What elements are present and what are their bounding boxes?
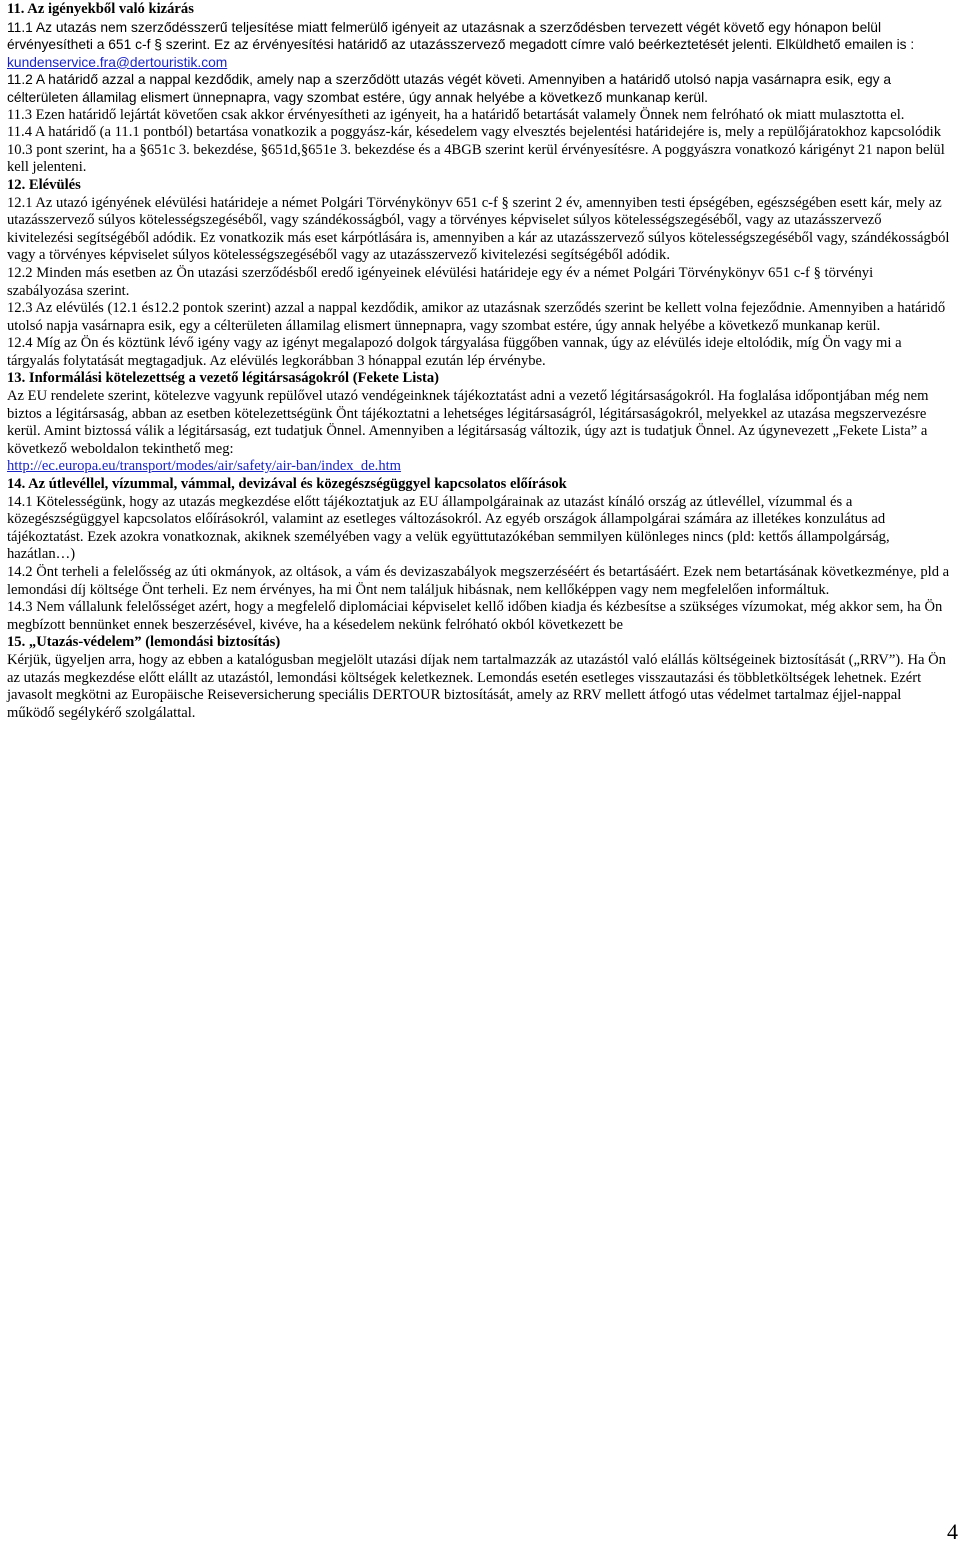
section-14-1-paragraph: 14.1 Kötelességünk, hogy az utazás megkezdése előtt tájékoztatjuk az EU állampolgárainak az utazást kínáló ország az útlevéllel, vízummal és a közegészségüggyel kapcsolatos előírásokról, valamint az esetleges változásokról. Az egyéb országok állampolgárai számára az illetékes konzulátus ad tájékoztatást. Ezek azokra vonatkoznak, akiknek személyében vagy a velük együttutazókéban semmilyen különleges nincs (pld: kettős állampolgárság, hazátlan…) (7, 493, 890, 563)
document-body (7, 1, 951, 722)
section-11-3-paragraph: 11.3 Ezen határidő lejártát követően csak akkor érvényesítheti az igényeit, ha a határidő betartását valamely Önnek nem felróható ok miatt mulasztotta el. (7, 106, 905, 123)
page-number: 4 (947, 1519, 958, 1544)
section-12-heading: 12. Elévülés (7, 176, 81, 193)
section-14-heading: 14. Az útlevéllel, vízummal, vámmal, devizával és közegészségüggyel kapcsolatos előírások (7, 476, 567, 493)
section-15-paragraph: Kérjük, ügyeljen arra, hogy az ebben a katalógusban megjelölt utazási díjak nem tartalmazzák az utazástól való elállás költségeinek biztosítását („RRV”). Ha Ön az utazás megkezdése előtt elállt az utazástól, lemondási költségek keletkeznek. Lemondás esetén esetleges visszautazási és többletköltségek lehetnek. Ezért javasolt megkötni az Europäische Reiseversicherung speciális DERTOUR biztosítását, amely az RRV mellett átfogó utas védelmet tartalmaz éjjel-nappal működő segélykérő szolgálattal. (7, 651, 946, 721)
section-12-1-paragraph: 12.1 Az utazó igényének elévülési határideje a német Polgári Törvénykönyv 651 c-f § szerint 2 év, amennyiben testi épségében, egészségében esett kár, mely az utazásszervező súlyos kötelességszegéséből, vagy szándékosságból, vagy a törvényes képviselet súlyos kötelességszegéséből, vagy az utazásszervező kivitelezési segítségéből adódik. Ez vonatkozik más eset kárpótlására is, amennyiben a kár az utazásszervező súlyos kötelességszegéséből vagy, szándékosságból vagy a törvényes képviselet súlyos kötelességszegéséből vagy az utazásszervező kivitelezési segítségéből adódik. (7, 194, 950, 264)
section-11-1-text: 11.1 Az utazás nem szerződésszerű teljesítése miatt felmerülő igényeit az utazásnak a szerződésben tervezett végét követő egy hónapon belül érvényesítheti a 651 c-f § szerint. Ez az érvényesítési határidő az utazásszervező megadott címre való beérkeztetését jelenti. Elküldhető emailen is : (7, 19, 915, 53)
section-11-2-paragraph: 11.2 A határidő azzal a nappal kezdődik, amely nap a szerződött utazás végét követi. Amennyiben a határidő utolsó napja vasárnapra esik, egy a célterületen államilag elismert ünnepnapra, vagy szombat estére, úgy annak helyébe a következő munkanap kerül. (7, 72, 892, 105)
section-14-3-paragraph: 14.3 Nem vállalunk felelősséget azért, hogy a megfelelő diplomáciai képviselet kellő időben kiadja és kézbesítse a szükséges vízumokat, még akkor sem, ha Ön megbízott bennünket ennek beszerzésével, kivéve, ha a késedelem nekünk felróható okból következett be (7, 599, 943, 633)
blacklist-link[interactable]: http://ec.europa.eu/transport/modes/air/safety/air-ban/index_de.htm (7, 458, 402, 475)
section-11-4-paragraph: 11.4 A határidő (a 11.1 pontból) betartása vonatkozik a poggyász-kár, késedelem vagy elvesztés bejelentési határidejére is, mely a repülőjáratokhoz kapcsolódik 10.3 pont szerint, ha a §651c 3. bekezdése, §651d,§651e 3. bekezdése és a 4BGB szerint kerül érvényesítésre. A poggyászra vonatkozó kárigényt 21 napon belül kell jelenteni. (7, 124, 945, 176)
email-link[interactable]: kundenservice.fra@dertouristik.com (7, 54, 228, 70)
section-13-paragraph: Az EU rendelete szerint, kötelezve vagyunk repülővel utazó vendégeinknek tájékoztatást adni a vezető légitársaságokról. Ha foglalása időpontjában még nem biztos a légitársaság, abban az esetben kötelezettségünk Önt tájékoztatni a lehetséges légitársaságról, légitársaságokról, melyekkel az utazása megszervezésre kerül. Amint biztossá válik a légitársaság, ezt tudatjuk Önnel. Amennyiben a légitársaság változik, úgy azt is tudatjuk Önnel. Az úgynevezett „Fekete Lista” a következő weboldalon tekinthető meg: (7, 388, 929, 457)
section-15-heading: 15. „Utazás-védelem” (lemondási biztosítás) (7, 634, 281, 651)
section-11-1-paragraph (7, 19, 951, 72)
section-12-4-paragraph: 12.4 Míg az Ön és köztünk lévő igény vagy az igényt megalapozó dolgok tárgyalása függőben vannak, úgy az elévülés ideje eltolódik, míg Ön vagy mi a tárgyalás folytatását megtagadjuk. Az elévülés legkorábban 3 hónappal ezután lép érvénybe. (7, 335, 902, 369)
section-12-2-paragraph: 12.2 Minden más esetben az Ön utazási szerződésből eredő igényeinek elévülési határideje egy év a német Polgári Törvénykönyv 651 c-f § törvényi szabályozása szerint. (7, 264, 874, 299)
section-12-3-paragraph: 12.3 Az elévülés (12.1 és12.2 pontok szerint) azzal a nappal kezdődik, amikor az utazásnak szerződés szerint be kellett volna fejeződnie. Amennyiben a határidő utolsó napja vasárnapra esik, egy a célterületen államilag elismert ünnepnapra, vagy szombat estére, úgy annak helyébe a következő munkanap kerül. (7, 300, 946, 334)
section-14-2-paragraph: 14.2 Önt terheli a felelősség az úti okmányok, az oltások, a vám és devizaszabályok megszerzéséért és betartásáért. Ezek nem betartásának következménye, pld a lemondási díj költsége Önt terheli. Ez nem érvényes, ha mi Önt nem találjuk hibásnak, nem kellőképpen vagy nem megfelelően informáltuk. (7, 564, 950, 598)
section-11-heading: 11. Az igényekből való kizárás (7, 1, 194, 17)
section-13-heading: 13. Informálási kötelezettség a vezető légitársaságokról (Fekete Lista) (7, 370, 440, 387)
blacklist-link-line (7, 458, 951, 476)
